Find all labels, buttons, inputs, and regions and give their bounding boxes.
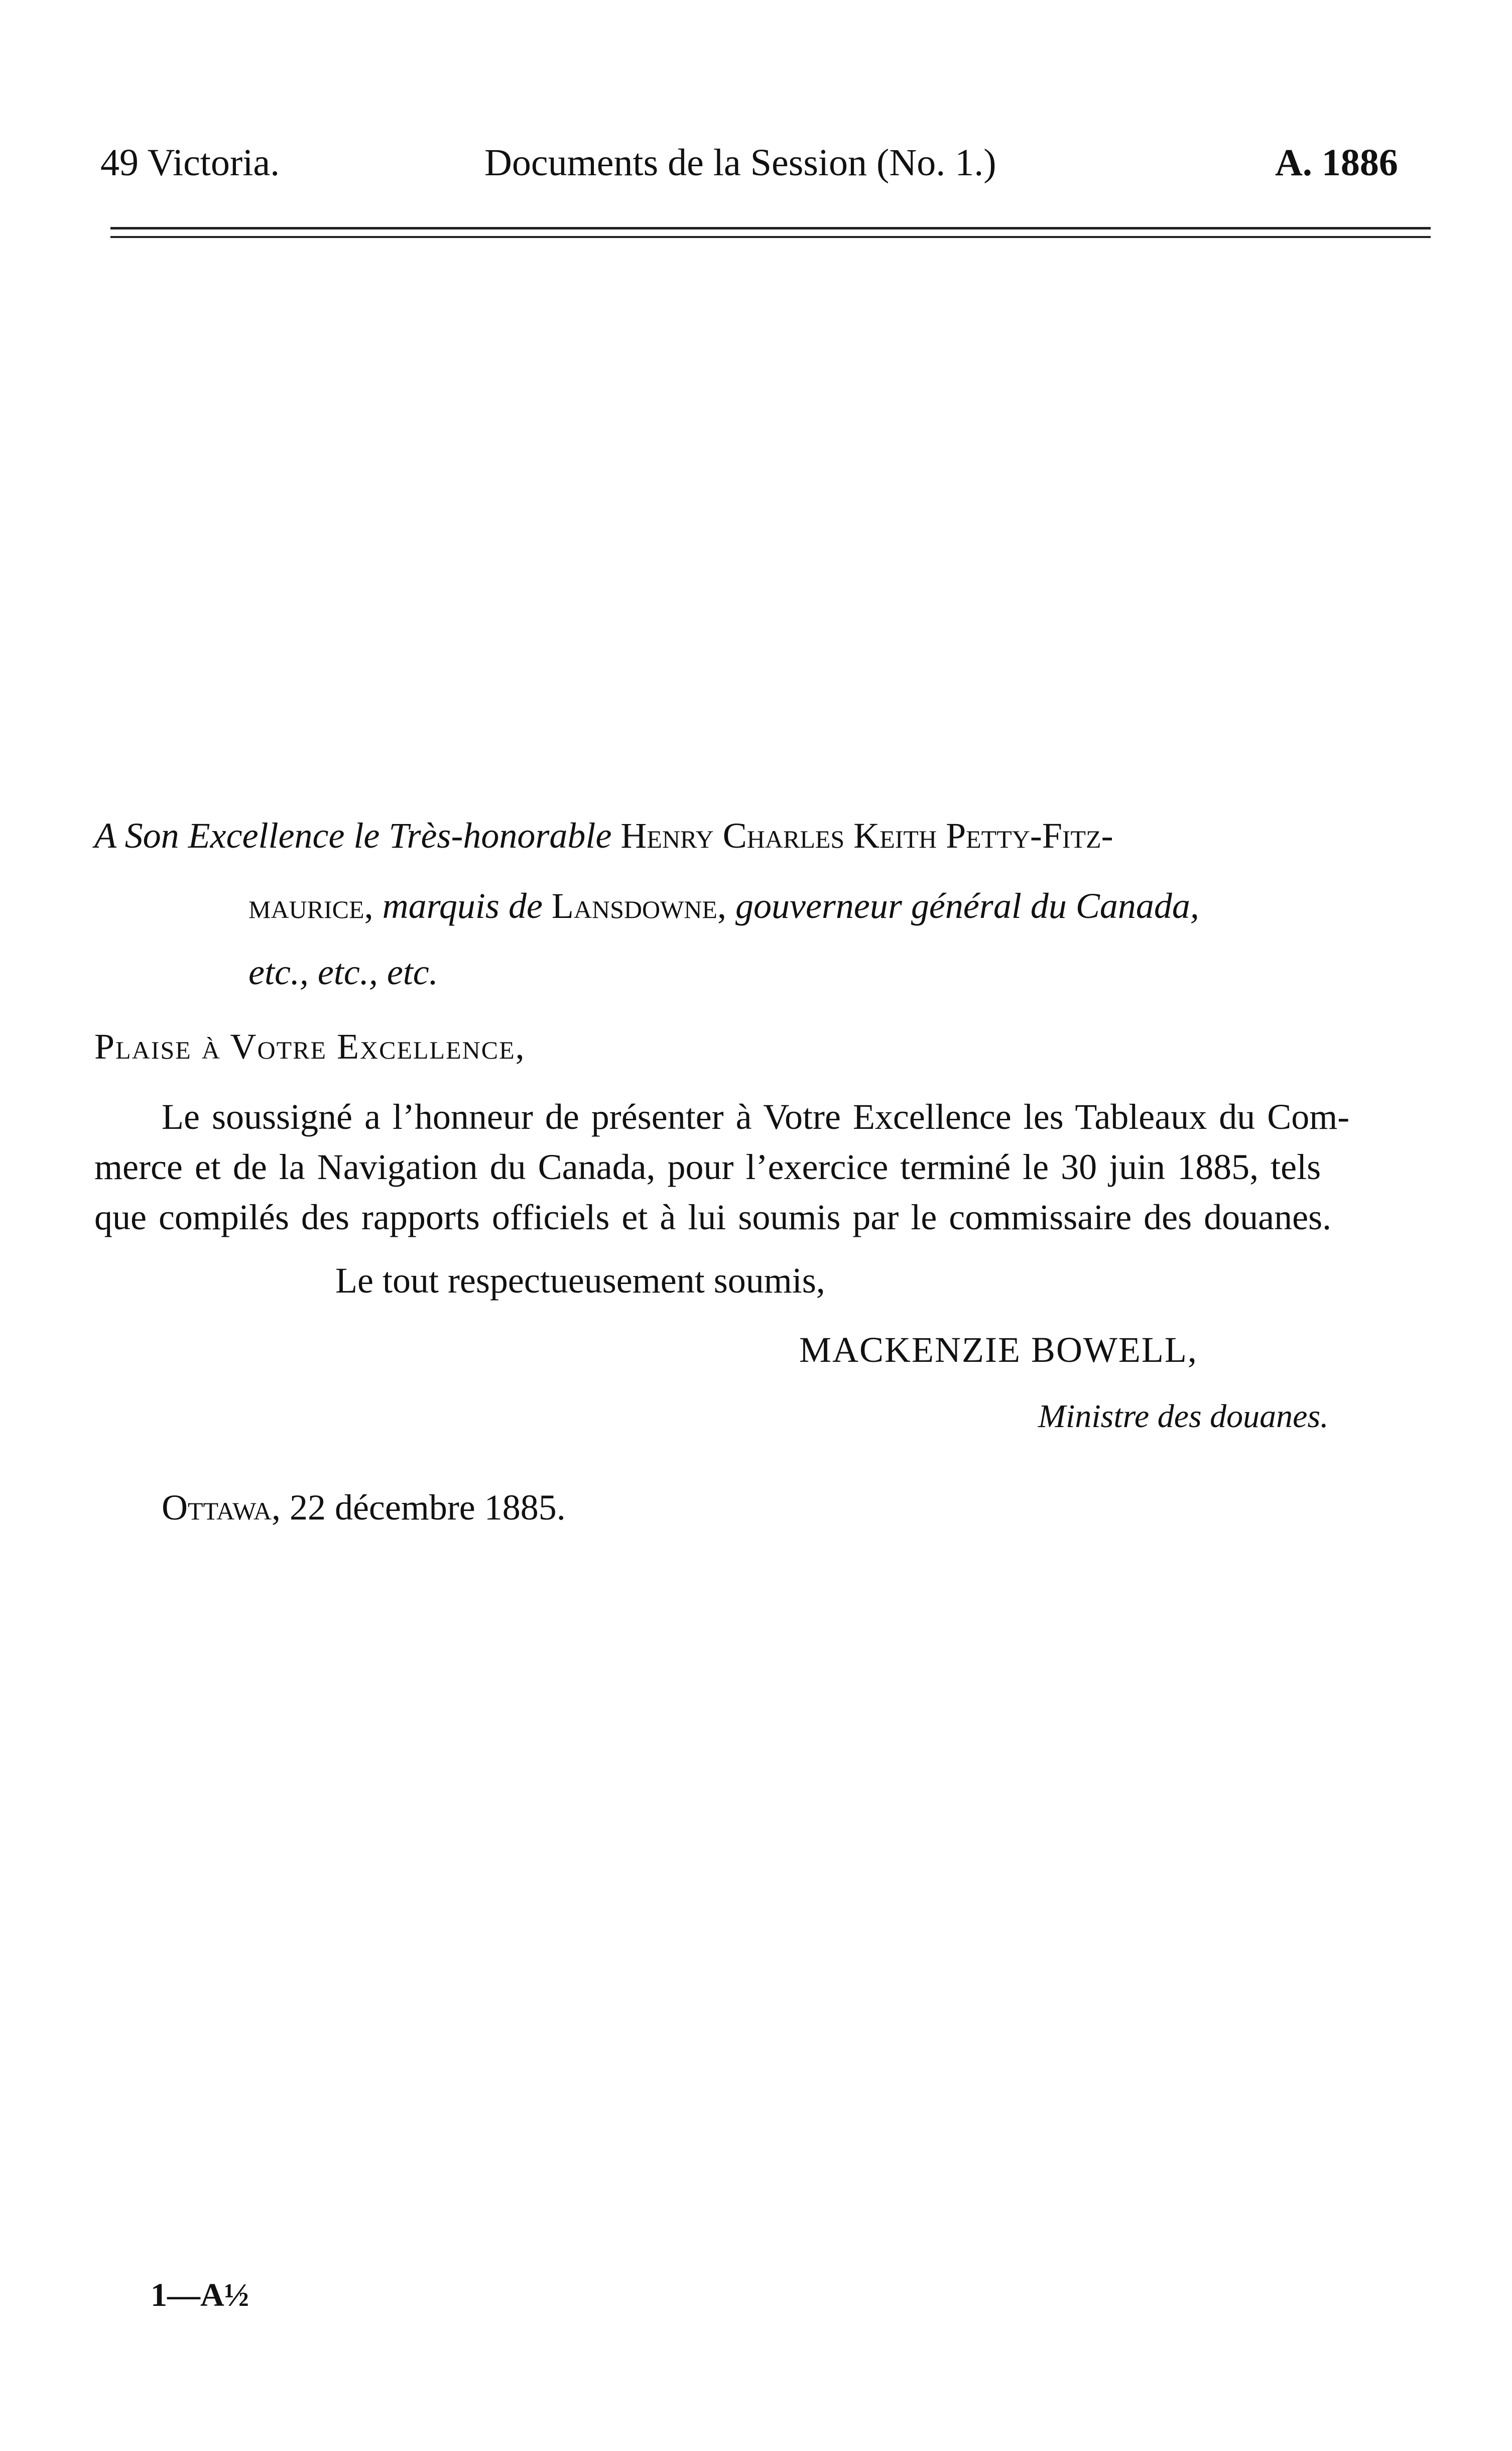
address-title-prefix: marquis de [382,886,543,926]
addressee-name: Henry Charles Keith Petty-Fitz- [620,815,1113,856]
address-line-1 [94,815,1113,856]
body-line-1: Le soussigné a l’honneur de présenter à Votre Excellence les Tableaux du Com- [162,1097,1350,1137]
address-prefix: A Son Excellence le Très-honorable [94,815,612,856]
signatory-title: Ministre des douanes. [1038,1398,1329,1435]
body-line-2: merce et de la Navigation du Canada, pour l’exercice terminé le 30 juin 1885, tels [94,1147,1321,1187]
running-header-right: A. 1886 [1275,142,1398,184]
addressee-name-continued: maurice, [248,886,373,926]
addressee-title: Lansdowne, [551,886,726,926]
closing-line: Le tout respectueusement soumis, [335,1260,825,1301]
signatory-name: MACKENZIE BOWELL, [799,1330,1198,1370]
running-header-center: Documents de la Session (No. 1.) [484,142,996,184]
header-rule-bottom [110,236,1431,238]
salutation: Plaise à Votre Excellence, [94,1026,526,1067]
address-line-3: etc., etc., etc. [248,952,438,992]
address-line-2 [248,888,1199,924]
body-line-3: que compilés des rapports officiels et à lui soumis par le commissaire des douanes. [94,1197,1332,1237]
place: Ottawa, [162,1487,281,1528]
running-header-left: 49 Victoria. [100,142,280,184]
folio-mark: 1—A½ [151,2277,249,2313]
addressee-office: gouverneur général du Canada, [735,886,1199,926]
place-date [162,1489,566,1526]
header-rule-top [110,227,1431,229]
date: 22 décembre 1885. [289,1487,566,1528]
